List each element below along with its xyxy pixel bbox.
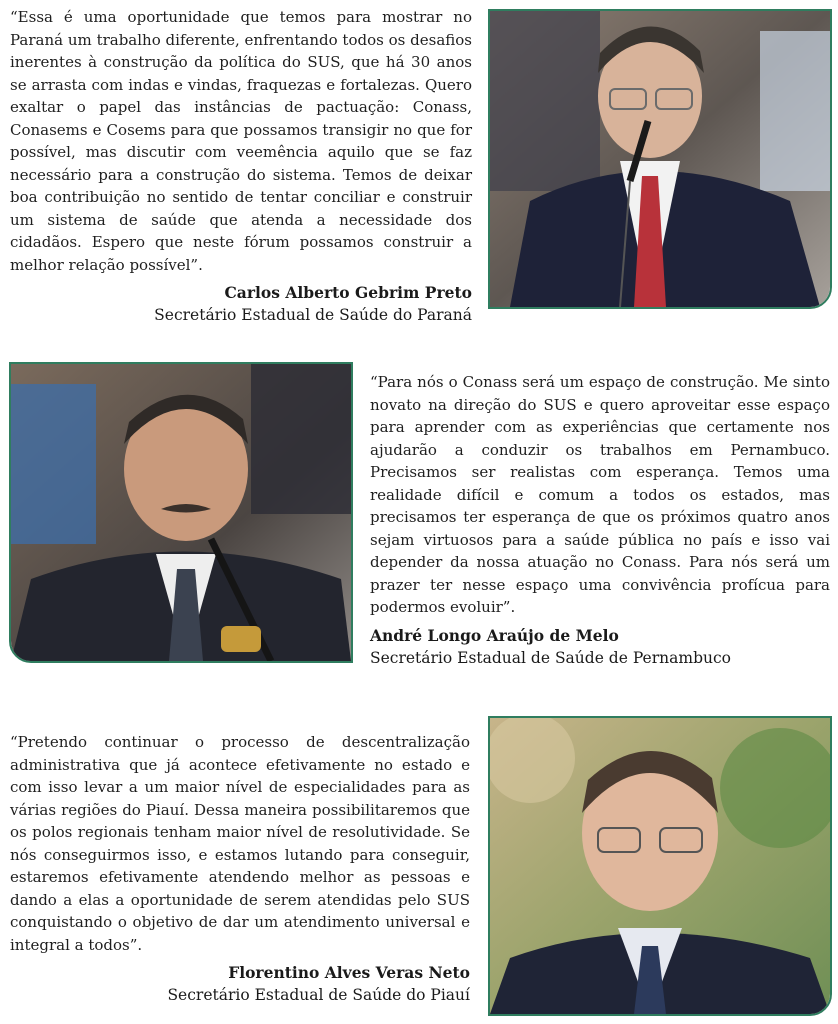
quote-text: “Essa é uma oportunidade que temos para mostrar no Paraná um trabalho diferente, enfrentando todos os desafios inerentes à construção da política do SUS, que há 30 anos se arrasta com indas e vindas, fraquezas e fortalezas. Quero exaltar o papel das instâncias de pactuação: Conass, Conasems e Cosems para que possamos transigir no que for possível, mas discutir com veemência aquilo que se faz necessário para a construção do sistema. Temos de deixar boa contribuição no sentido de tentar conciliar e construir um sistema de saúde que atenda a necessidade dos cidadãos. Espero que neste fórum possamos construir a melhor relação possível”. [10, 8, 472, 274]
author-role: Secretário Estadual de Saúde de Pernambuco [370, 648, 731, 667]
portrait-photo-3 [488, 716, 832, 1016]
author-role: Secretário Estadual de Saúde do Piauí [167, 986, 470, 1004]
author-name: Florentino Alves Veras Neto [228, 963, 470, 982]
quote-block-2 [370, 371, 830, 669]
quote-text: “Para nós o Conass será um espaço de construção. Me sinto novato na direção do SUS e quero aproveitar esse espaço para aprender com as experiências que certamente nos ajudarão a conduzir os trabalhos em Pernambuco. Precisamos ser realistas com esperança. Temos uma realidade difícil e comum a todos os estados, mas precisamos ter esperança de que os próximos quatro anos sejam virtuosos para a saúde pública no país e isso vai depender da nossa atuação no Conass. Para nós será um prazer ter nesse espaço uma convivência profícua para podermos evoluir”. [370, 373, 830, 616]
portrait-photo-2 [9, 362, 353, 663]
quote-block-3 [10, 731, 470, 1006]
author-name: Carlos Alberto Gebrim Preto [224, 283, 472, 302]
author-name: André Longo Araújo de Melo [370, 625, 619, 645]
portrait-photo-1 [488, 9, 832, 309]
quote-block-1 [10, 6, 472, 326]
author-role: Secretário Estadual de Saúde do Paraná [154, 306, 472, 324]
quote-text: “Pretendo continuar o processo de descentralização administrativa que já acontece efetivamente no estado e com isso levar a um maior nível de especialidades para as várias regiões do Piauí. Dessa maneira possibilitaremos que os polos regionais tenham maior nível de resolutividade. Se nós conseguirmos isso, e estamos lutando para conseguir, estaremos efetivamente atendendo melhor as pessoas e dando a elas a oportunidade de serem atendidas pelo SUS conquistando o objetivo de dar um atendimento universal e integral a todos”. [10, 733, 470, 954]
